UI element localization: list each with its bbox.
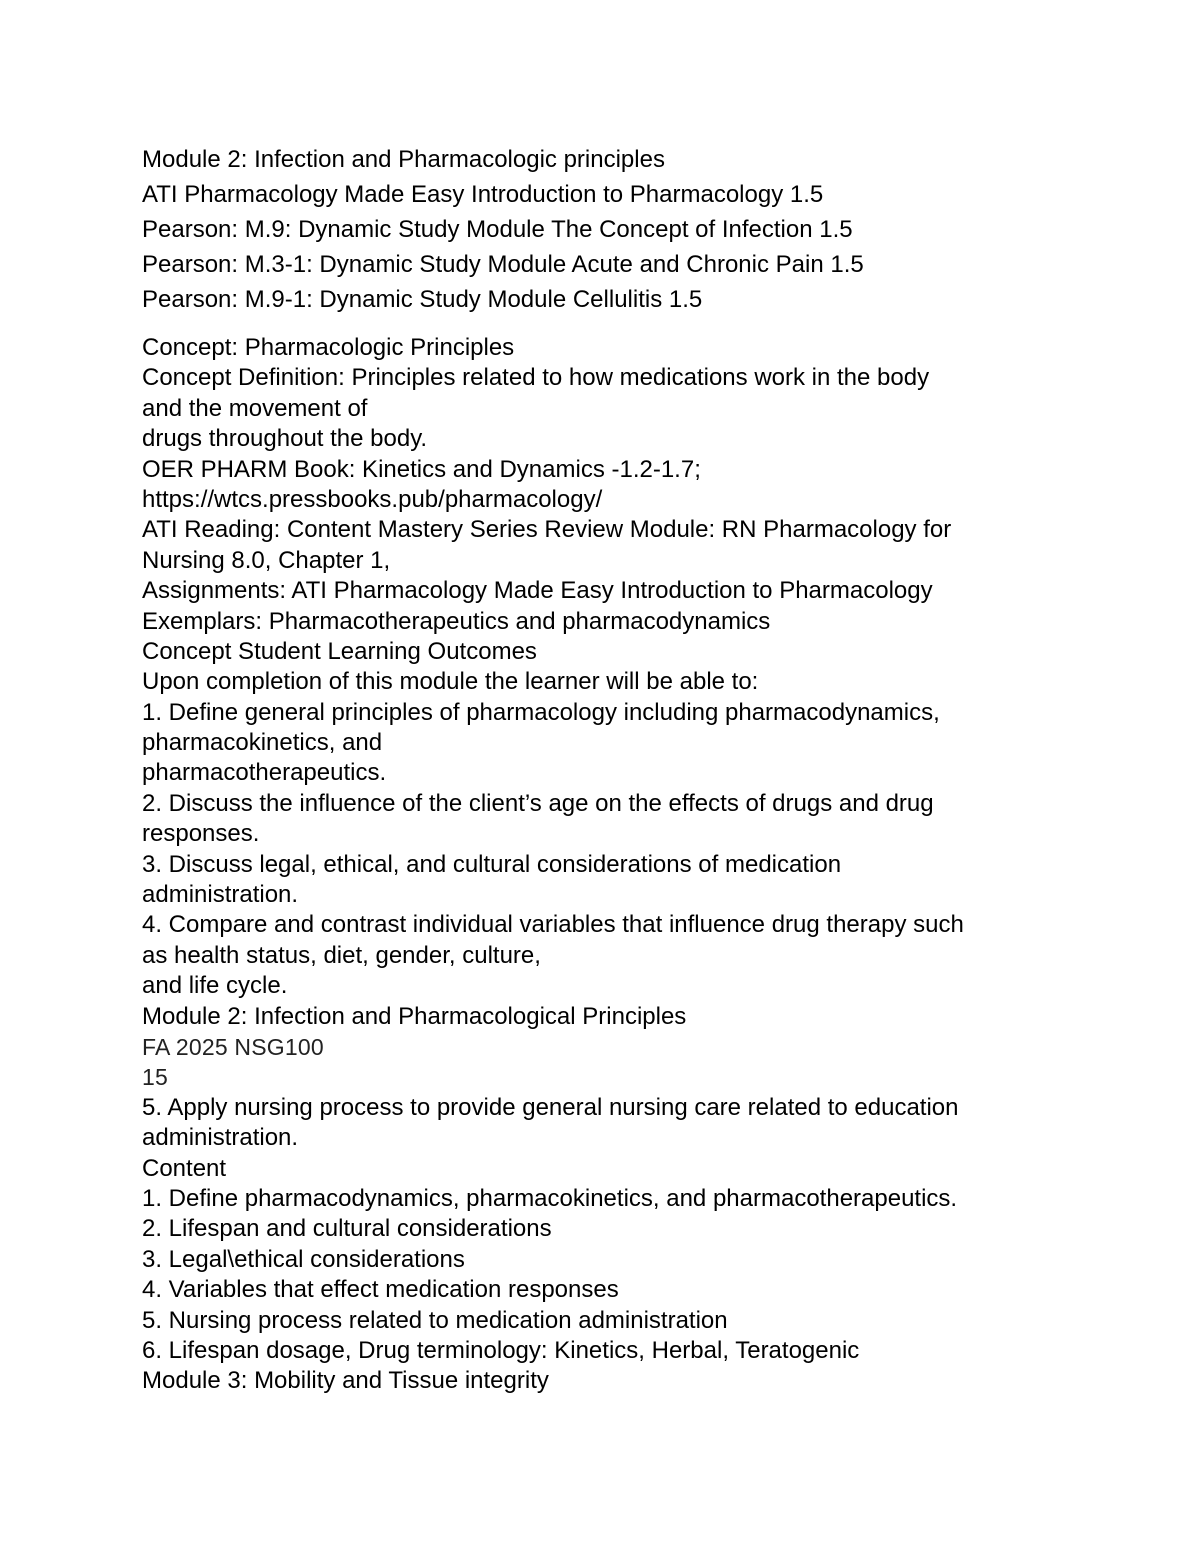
outcome-item: 3. Discuss legal, ethical, and cultural considerations of medication <box>142 850 842 878</box>
course-code: FA 2025 NSG100 <box>142 1033 324 1060</box>
outcome-item: administration. <box>142 1124 299 1152</box>
assignment-line: Pearson: M.9-1: Dynamic Study Module Cellulitis 1.5 <box>142 286 703 313</box>
running-footer-title: Module 2: Infection and Pharmacological Principles <box>142 1002 687 1030</box>
oer-reference: OER PHARM Book: Kinetics and Dynamics -1.2-1.7; <box>142 455 701 483</box>
content-item: 4. Variables that effect medication responses <box>142 1276 619 1304</box>
slo-heading: Concept Student Learning Outcomes <box>142 637 537 665</box>
content-item: 3. Legal\ethical considerations <box>142 1245 465 1273</box>
outcome-item: pharmacotherapeutics. <box>142 759 387 787</box>
assignment-line: Pearson: M.3-1: Dynamic Study Module Acute and Chronic Pain 1.5 <box>142 251 864 278</box>
outcome-item: 1. Define general principles of pharmacology including pharmacodynamics, <box>142 698 940 726</box>
page-number: 15 <box>142 1064 168 1091</box>
assignment-line: ATI Pharmacology Made Easy Introduction to Pharmacology 1.5 <box>142 181 824 208</box>
content-heading: Content <box>142 1154 227 1182</box>
outcome-item: 4. Compare and contrast individual variables that influence drug therapy such <box>142 911 964 939</box>
content-item: 5. Nursing process related to medication administration <box>142 1306 728 1334</box>
concept-definition: Concept Definition: Principles related to how medications work in the body <box>142 364 930 392</box>
content-item: 1. Define pharmacodynamics, pharmacokinetics, and pharmacotherapeutics. <box>142 1184 958 1212</box>
assignment-line: Pearson: M.9: Dynamic Study Module The Concept of Infection 1.5 <box>142 216 853 243</box>
slo-intro: Upon completion of this module the learner will be able to: <box>142 668 759 696</box>
concept-definition: and the movement of <box>142 394 368 422</box>
content-item: 2. Lifespan and cultural considerations <box>142 1215 552 1243</box>
outcome-item: and life cycle. <box>142 972 288 1000</box>
module-header <box>142 142 1072 317</box>
content-item: 6. Lifespan dosage, Drug terminology: Kinetics, Herbal, Teratogenic <box>142 1336 860 1364</box>
exemplars: Exemplars: Pharmacotherapeutics and pharmacodynamics <box>142 607 771 635</box>
outcome-item: administration. <box>142 881 299 909</box>
module-title: Module 2: Infection and Pharmacologic principles <box>142 146 665 173</box>
ati-reading: ATI Reading: Content Mastery Series Review Module: RN Pharmacology for <box>142 516 952 544</box>
outcome-item: 2. Discuss the influence of the client’s age on the effects of drugs and drug <box>142 789 934 817</box>
next-module-title: Module 3: Mobility and Tissue integrity <box>142 1367 549 1395</box>
assignments: Assignments: ATI Pharmacology Made Easy Introduction to Pharmacology <box>142 577 933 605</box>
outcome-item: 5. Apply nursing process to provide general nursing care related to education <box>142 1093 959 1121</box>
concept-title: Concept: Pharmacologic Principles <box>142 334 515 361</box>
concept-body <box>142 333 1072 1397</box>
outcome-item: as health status, diet, gender, culture, <box>142 941 541 969</box>
oer-url: https://wtcs.pressbooks.pub/pharmacology/ <box>142 485 603 513</box>
outcome-item: pharmacokinetics, and <box>142 729 383 757</box>
concept-definition: drugs throughout the body. <box>142 425 428 453</box>
ati-reading: Nursing 8.0, Chapter 1, <box>142 546 391 574</box>
outcome-item: responses. <box>142 820 260 848</box>
